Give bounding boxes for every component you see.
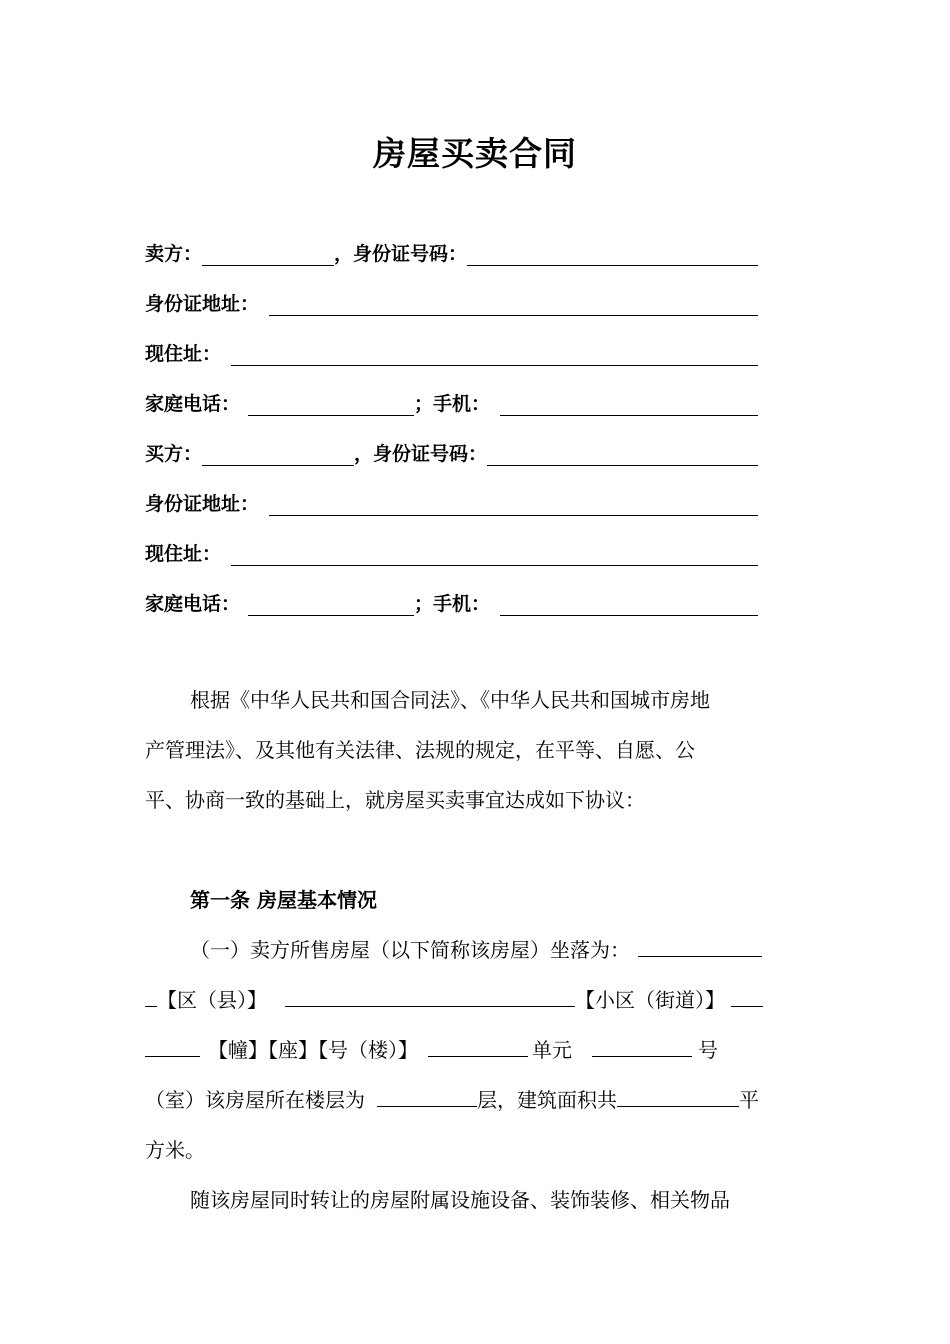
district-field[interactable]	[285, 986, 575, 1007]
unit-field[interactable]	[428, 1036, 528, 1057]
room-label: 号	[698, 1038, 718, 1062]
article-1-line-2	[145, 984, 805, 1013]
article-1-line-3	[145, 1034, 805, 1063]
area-field[interactable]	[617, 1086, 739, 1107]
room-field[interactable]	[592, 1036, 692, 1057]
buyer-phone-row	[145, 582, 758, 616]
floor-label: （室）该房屋所在楼层为	[145, 1088, 365, 1112]
buyer-current-address-row	[145, 532, 758, 566]
community-label: 【小区（街道）】	[575, 988, 725, 1012]
seller-current-address-field[interactable]	[231, 341, 758, 366]
buyer-current-address-label: 现住址：	[145, 543, 222, 565]
area-label: 层，建筑面积共	[477, 1088, 617, 1112]
seller-name-row	[145, 232, 758, 266]
buyer-current-address-field[interactable]	[231, 541, 758, 566]
seller-id-address-field[interactable]	[269, 291, 758, 316]
building-label: 【幢】【座】【号（楼）】	[208, 1038, 418, 1062]
seller-mobile-label: ；手机：	[414, 393, 491, 415]
floor-field[interactable]	[377, 1086, 477, 1107]
seller-home-phone-field[interactable]	[248, 391, 414, 416]
buyer-id-address-field[interactable]	[269, 491, 758, 516]
seller-id-address-label: 身份证地址：	[145, 293, 260, 315]
buyer-mobile-field[interactable]	[500, 591, 758, 616]
location-label: （一）卖方所售房屋（以下简称该房屋）坐落为：	[190, 938, 630, 962]
seller-current-address-row	[145, 332, 758, 366]
article-1-heading: 第一条 房屋基本情况	[190, 888, 377, 912]
buyer-home-phone-field[interactable]	[248, 591, 414, 616]
article-1-line-6: 随该房屋同时转让的房屋附属设施设备、装饰装修、相关物品	[190, 1188, 730, 1212]
area-unit-label: 平	[739, 1088, 759, 1112]
seller-name-field[interactable]	[202, 241, 334, 266]
buyer-id-address-label: 身份证地址：	[145, 493, 260, 515]
preamble-line-3: 平、协商一致的基础上，就房屋买卖事宜达成如下协议：	[145, 788, 645, 812]
buyer-mobile-label: ；手机：	[414, 593, 491, 615]
buyer-id-field[interactable]	[487, 441, 758, 466]
buyer-home-phone-label: 家庭电话：	[145, 593, 241, 615]
seller-id-address-row	[145, 282, 758, 316]
seller-current-address-label: 现住址：	[145, 343, 222, 365]
location-field-cont[interactable]	[145, 986, 157, 1007]
buyer-name-field[interactable]	[202, 441, 354, 466]
location-field[interactable]	[638, 936, 762, 957]
community-field-cont[interactable]	[145, 1036, 200, 1057]
buyer-id-label: ，身份证号码：	[354, 443, 488, 465]
community-field[interactable]	[731, 986, 763, 1007]
seller-id-field[interactable]	[467, 241, 758, 266]
seller-mobile-field[interactable]	[500, 391, 758, 416]
buyer-name-row	[145, 432, 758, 466]
seller-phone-row	[145, 382, 758, 416]
district-label: 【区（县）】	[157, 988, 267, 1012]
article-1-line-4	[145, 1084, 805, 1113]
buyer-label: 买方：	[145, 443, 203, 465]
document-title: 房屋买卖合同	[373, 134, 577, 173]
article-1-line-1	[190, 934, 850, 963]
seller-home-phone-label: 家庭电话：	[145, 393, 241, 415]
unit-label: 单元	[532, 1038, 572, 1062]
article-1-line-5: 方米。	[145, 1138, 205, 1162]
preamble-line-2: 产管理法》、及其他有关法律、法规的规定，在平等、自愿、公	[145, 738, 695, 762]
seller-id-label: ，身份证号码：	[334, 243, 468, 265]
buyer-id-address-row	[145, 482, 758, 516]
seller-label: 卖方：	[145, 243, 203, 265]
preamble-line-1: 根据《中华人民共和国合同法》、《中华人民共和国城市房地	[190, 688, 710, 712]
